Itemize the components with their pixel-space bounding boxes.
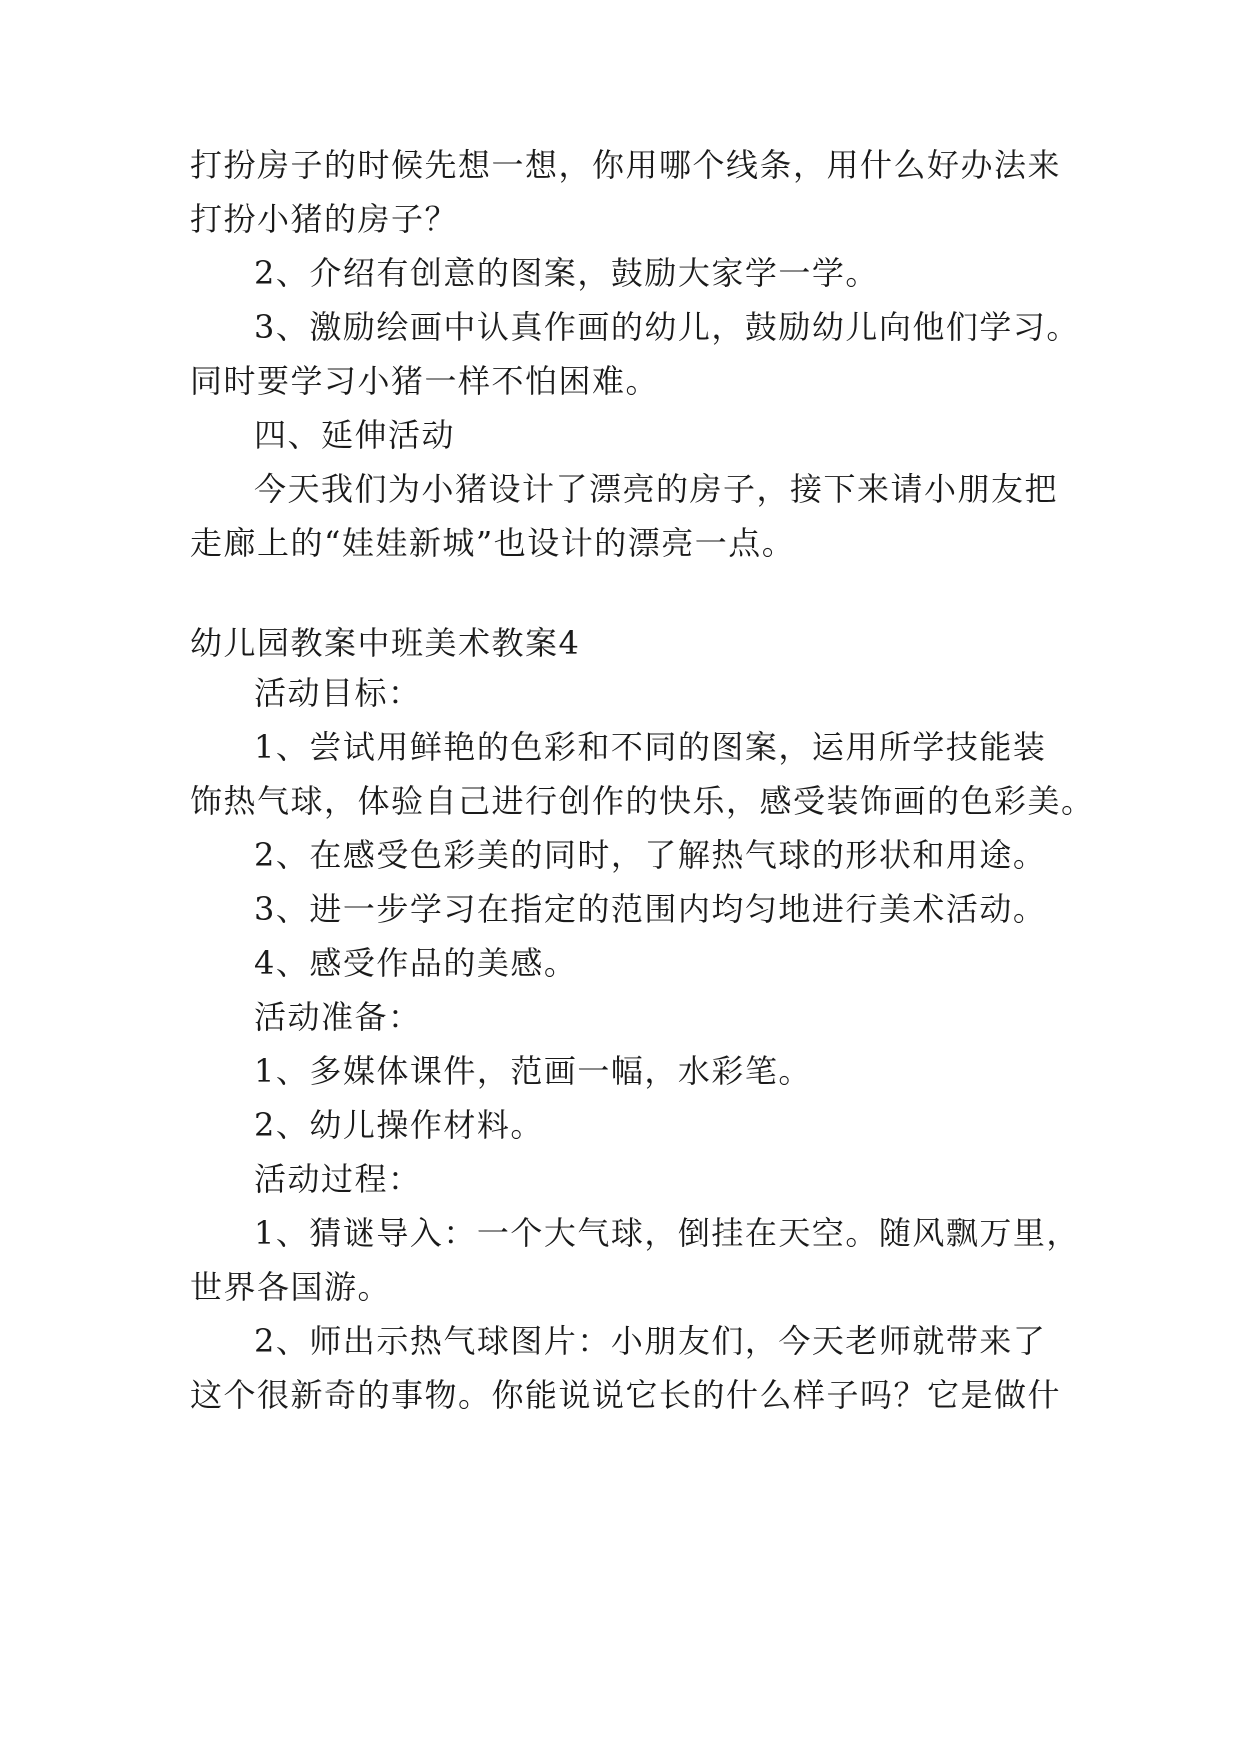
section-heading: 活动目标： <box>254 674 422 712</box>
section-heading: 活动准备： <box>254 998 422 1036</box>
text-line: 饰热气球，体验自己进行创作的快乐，感受装饰画的色彩美。 <box>190 782 1095 820</box>
list-item: 2、师出示热气球图片：小朋友们，今天老师就带来了 <box>254 1322 1047 1360</box>
text-line: 同时要学习小猪一样不怕困难。 <box>190 362 660 400</box>
list-item: 4、感受作品的美感。 <box>254 944 578 982</box>
text-line: 世界各国游。 <box>190 1268 392 1306</box>
list-item: 1、多媒体课件，范画一幅，水彩笔。 <box>254 1052 812 1090</box>
section-heading: 四、延伸活动 <box>254 416 456 454</box>
list-item: 3、进一步学习在指定的范围内均匀地进行美术活动。 <box>254 890 1047 928</box>
text-line: 走廊上的“娃娃新城”也设计的漂亮一点。 <box>190 524 796 562</box>
list-item: 2、幼儿操作材料。 <box>254 1106 544 1144</box>
list-item: 2、在感受色彩美的同时，了解热气球的形状和用途。 <box>254 836 1047 874</box>
list-item: 2、介绍有创意的图案，鼓励大家学一学。 <box>254 254 879 292</box>
text-line: 打扮房子的时候先想一想，你用哪个线条，用什么好办法来 <box>190 146 1062 184</box>
section-heading: 活动过程： <box>254 1160 422 1198</box>
document-title: 幼儿园教案中班美术教案4 <box>190 624 581 662</box>
text-line: 打扮小猪的房子？ <box>190 200 459 238</box>
list-item: 3、激励绘画中认真作画的幼儿，鼓励幼儿向他们学习。 <box>254 308 1080 346</box>
list-item: 1、猜谜导入：一个大气球，倒挂在天空。随风飘万里， <box>254 1214 1080 1252</box>
text-line: 这个很新奇的事物。你能说说它长的什么样子吗？它是做什 <box>190 1376 1062 1414</box>
list-item: 1、尝试用鲜艳的色彩和不同的图案，运用所学技能装 <box>254 728 1047 766</box>
paragraph-start: 今天我们为小猪设计了漂亮的房子，接下来请小朋友把 <box>254 470 1059 508</box>
